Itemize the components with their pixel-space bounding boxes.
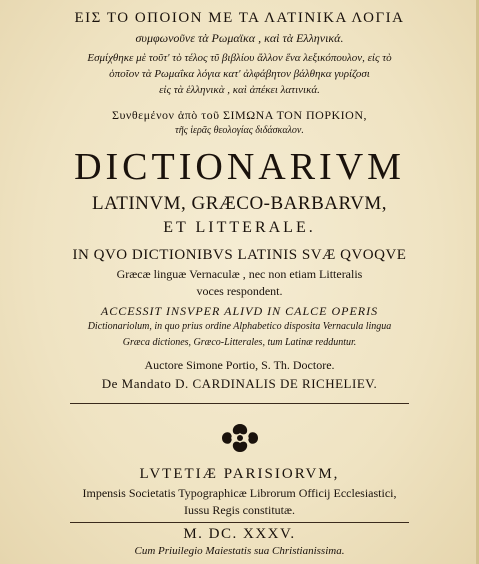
privilege-line: Cum Priuilegio Maiestatis sua Christianissima. xyxy=(134,545,345,557)
greek-header-line-6: Συνθεμένον ἀπὸ τοῦ ΣΙΜΩΝΑ ΤΟΝ ΠΟΡΚΙΟΝ, xyxy=(111,108,368,122)
bottom-rule xyxy=(70,522,409,523)
title-line-3: ET LITTERALE. xyxy=(163,219,316,236)
description-line-2: Græcæ linguæ Vernaculæ , nec non etiam Litteralis xyxy=(116,267,363,281)
author-line-1: Auctore Simone Portio, S. Th. Doctore. xyxy=(144,358,335,372)
greek-header-line-7: τῆς ἱερᾶς θεολογίας διδάσκαλον. xyxy=(175,125,304,136)
author-line-2: De Mandato D. CARDINALIS DE RICHELIEV. xyxy=(101,376,378,391)
accessit-line-3: Græca dictiones, Græco-Litterales, tum Latinæ redduntur. xyxy=(122,337,357,348)
description-line-3: voces respondent. xyxy=(196,284,283,298)
accessit-line-1: ACCESSIT INSVPER ALIVD IN CALCE OPERIS xyxy=(100,304,379,318)
imprint-line-2: Impensis Societatis Typographicæ Librorum Officij Ecclesiastici, xyxy=(82,486,397,500)
imprint-line-1: LVTETIÆ PARISIORVM, xyxy=(139,466,340,482)
greek-header-line-2: συμφωνοῦνε τὰ Ρωμαϊκα , καὶ τὰ Ελληνικά. xyxy=(135,31,344,45)
imprint-line-3: Iussu Regis constitutæ. xyxy=(183,503,295,517)
printers-ornament-icon xyxy=(218,422,262,454)
date-year: M. DC. XXXV. xyxy=(183,526,296,542)
greek-header-line-3: Εσμίχθηκε μὲ τοῦτ' τὸ τέλος τῦ βιβλίου ἄλλον ἕνα λεξικόπουλον, εἰς τὸ xyxy=(87,52,392,64)
greek-header-line-1: ΕΙΣ ΤΟ ΟΠΟΙΟΝ ΜΕ ΤΑ ΛΑΤΙΝΙΚΑ ΛΟΓΙΑ xyxy=(74,10,405,26)
title-main: DICTIONARIVM xyxy=(74,146,405,188)
greek-header-line-5: εἰς τὰ ἑλληνικὰ , καὶ ἀπέκει λατινικά. xyxy=(159,84,320,96)
accessit-line-2: Dictionariolum, in quo prius ordine Alphabetico disposita Vernacula lingua xyxy=(87,321,392,332)
description-line-1: IN QVO DICTIONIBVS LATINIS SVÆ QVOQVE xyxy=(72,247,407,263)
top-rule xyxy=(70,403,409,404)
title-line-2: LATINVM, GRÆCO-BARBARVM, xyxy=(92,193,387,214)
greek-header-line-4: ὁποῖον τὰ Ρωμαΐκα λόγια κατ' ἀλφάβητον βάλθηκα γυρίζοσι xyxy=(109,68,370,80)
